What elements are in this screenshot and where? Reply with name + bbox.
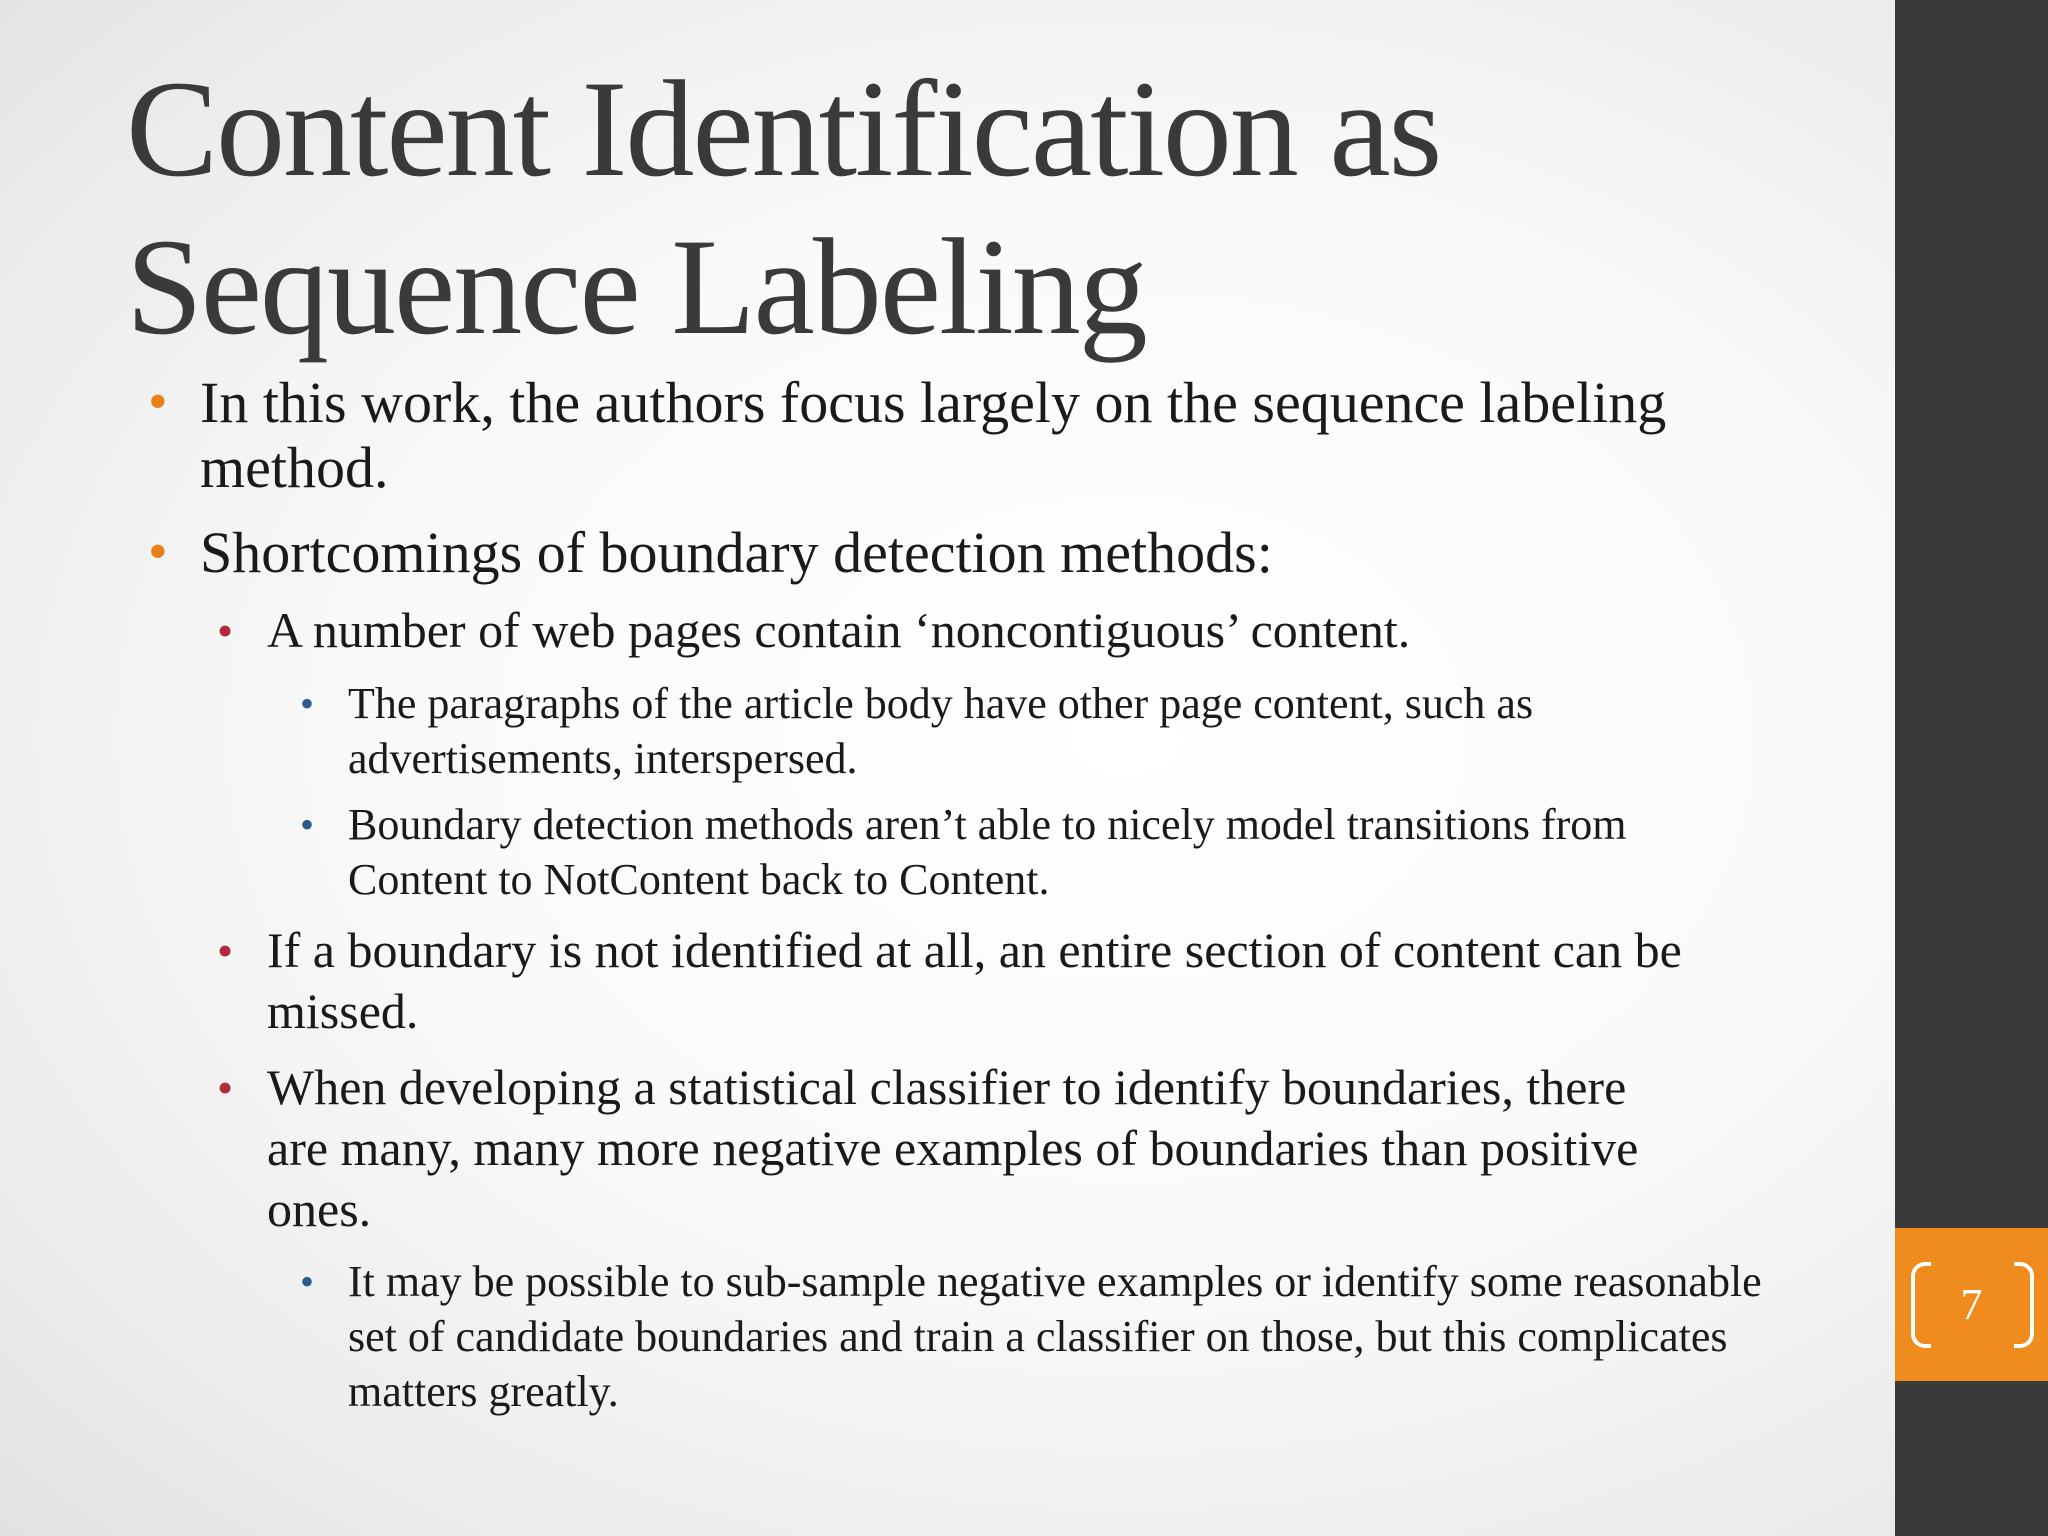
bullet-item (300, 1254, 1778, 1419)
slide-title-line-2: Sequence Labeling (126, 210, 1146, 363)
bullet-item (148, 370, 1800, 500)
bullet-dot-icon: • (217, 605, 234, 656)
bullet-text: The paragraphs of the article body have other page content, such as advertisements, interspersed. (348, 679, 1534, 783)
bullet-text: Boundary detection methods aren’t able to nicely model transitions from Content to NotContent back to Content. (348, 800, 1627, 904)
bullet-text: A number of web pages contain ‘noncontiguous’ content. (267, 602, 1411, 658)
bullet-dot-icon: • (300, 802, 315, 847)
bullet-dot-icon: • (217, 1062, 234, 1113)
slide-title (126, 50, 1826, 366)
bullet-text: When developing a statistical classifier to identify boundaries, there are many, many more negative examples of boundaries than positive ones. (267, 1059, 1639, 1237)
bullet-item (148, 520, 1800, 585)
bullet-dot-icon: • (300, 681, 315, 726)
page-number: 7 (1960, 1280, 1983, 1329)
bullet-dot-icon: • (217, 925, 234, 976)
bullet-dot-icon: • (148, 371, 168, 433)
bullet-item (300, 676, 1738, 786)
bullet-dot-icon: • (300, 1259, 315, 1304)
bullet-item (217, 600, 1827, 661)
bullet-text: It may be possible to sub-sample negative examples or identify some reasonable set of candidate boundaries and train a classifier on those, but this complicates matters greatly. (348, 1257, 1762, 1416)
bullet-item (300, 797, 1738, 907)
bullet-dot-icon: • (148, 521, 168, 583)
bullet-text: If a boundary is not identified at all, an entire section of content can be missed. (267, 922, 1682, 1039)
bullet-text: In this work, the authors focus largely on the sequence labeling method. (200, 370, 1667, 500)
slide-title-line-1: Content Identification as (126, 52, 1441, 205)
bullet-text: Shortcomings of boundary detection methods: (200, 520, 1273, 585)
page-number-badge (1895, 1228, 2048, 1381)
bullet-item (217, 920, 1767, 1042)
bullet-item (217, 1057, 1697, 1240)
